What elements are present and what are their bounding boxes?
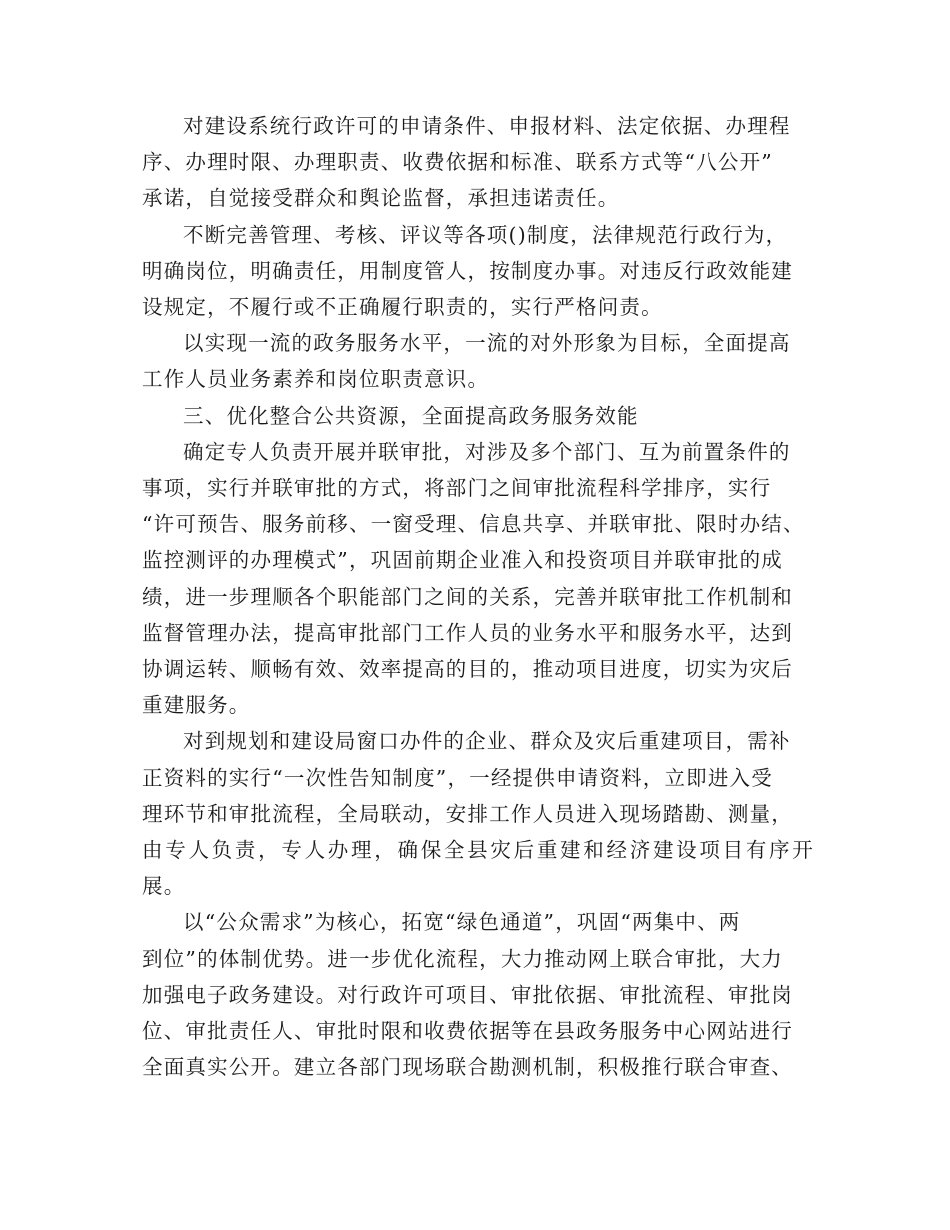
paragraph: 对到规划和建设局窗口办件的企业、群众及灾后重建项目，需补 正资料的实行“一次性告知制度”，一经提供申请资料，立即进入受 理环节和审批流程，全局联动，安排工作人员进入现场踏勘、测量， 由专人负责，专人办理，确保全县灾后重建和经济建设项目有序开展。 — [142, 729, 814, 899]
paragraph: 以实现一流的政务服务水平，一流的对外形象为目标，全面提高 工作人员业务素养和岗位职责意识。 — [142, 331, 791, 392]
section-heading: 三、优化整合公共资源，全面提高政务服务效能 — [183, 403, 639, 428]
document-body — [142, 108, 814, 1085]
paragraph: 以“公众需求”为核心，拓宽“绿色通道”，巩固“两集中、两 到位”的体制优势。进一步优化流程，大力推动网上联合审批，大力 加强电子政务建设。对行政许可项目、审批依据、审批流程、审批岗 位、审批责任人、审批时限和收费依据等在县政务服务中心网站进行 全面真实公开。建立各部门现场联合勘测机制，积极推行联合审查、 — [142, 910, 793, 1080]
paragraph: 确定专人负责开展并联审批，对涉及多个部门、互为前置条件的 事项，实行并联审批的方式，将部门之间审批流程科学排序，实行 “许可预告、服务前移、一窗受理、信息共享、并联审批、限时办结、 监控测评的办理模式”，巩固前期企业准入和投资项目并联审批的成 绩，进一步理顺各个职能部门之间的关系，完善并联审批工作机制和 监督管理办法，提高审批部门工作人员的业务水平和服务水平，达到 协调运转、顺畅有效、效率提高的目的，推动项目进度，切实为灾后 重建服务。 — [142, 439, 805, 718]
paragraph: 不断完善管理、考核、评议等各项()制度，法律规范行政行为， 明确岗位，明确责任，用制度管人，按制度办事。对违反行政效能建 设规定，不履行或不正确履行职责的，实行严格问责。 — [142, 222, 793, 320]
paragraph: 对建设系统行政许可的申请条件、申报材料、法定依据、办理程 序、办理时限、办理职责、收费依据和标准、联系方式等“八公开” 承诺，自觉接受群众和舆论监督，承担违诺责任。 — [142, 114, 791, 211]
